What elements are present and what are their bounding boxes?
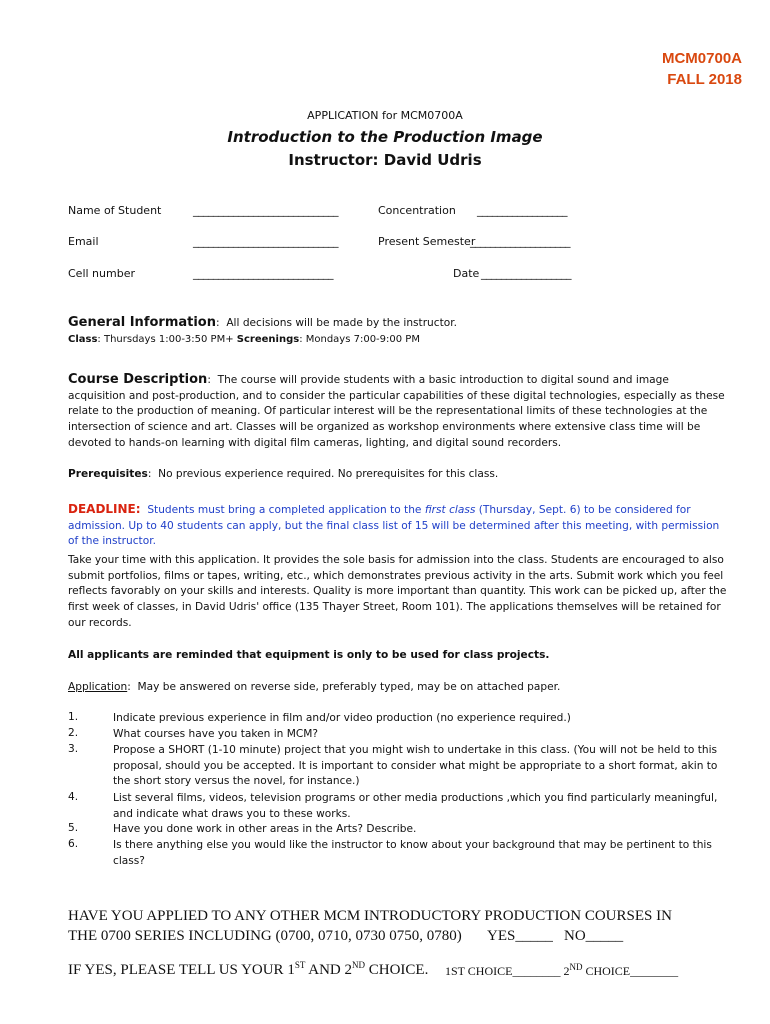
- class-label: Class: [68, 334, 98, 345]
- deadline-first-class: first class: [424, 504, 476, 516]
- application-label: Application: [68, 681, 128, 693]
- first-choice[interactable]: 1ST CHOICE________: [445, 964, 561, 978]
- general-info-heading: General Information: [68, 315, 216, 330]
- prerequisites-text: No previous experience required. No prerequisites for this class.: [158, 468, 499, 480]
- application-title: APPLICATION for MCM0700A: [307, 109, 463, 122]
- second-choice[interactable]: 2ND CHOICE________: [563, 962, 679, 978]
- other-courses-question-line1: HAVE YOU APPLIED TO ANY OTHER MCM INTRODUCTORY PRODUCTION COURSES IN: [68, 908, 672, 924]
- question-text: Is there anything else you would like the instructor to know about your background that may be pertinent to this class?: [113, 839, 712, 867]
- course-code: MCM0700A: [661, 50, 742, 67]
- question-text: Indicate previous experience in film and/or video production (no experience required.): [113, 712, 571, 724]
- question-number: 3.: [68, 743, 79, 755]
- present-semester-label: Present Semester: [378, 235, 476, 248]
- email-line[interactable]: _____________________________: [193, 235, 338, 248]
- screenings-label: Screenings: [236, 334, 300, 345]
- course-code-block: [662, 48, 742, 90]
- question-text: Propose a SHORT (1-10 minute) project that you might wish to undertake in this class. (You will not be held to this proposal, should you be accepted. It is important to consider what might be appropriate to a short format, akin to the short story versus the novel, for instance.): [113, 744, 718, 788]
- take-time-paragraph: Take your time with this application. It provides the sole basis for admission into the class. Students are encouraged to also submit portfolios, films or tapes, writing, etc., which demonstrates previous activity in the arts. Submit work which you feel reflects favorably on your skills and interests. Quality is more important than quantity. This work can be picked up, after the first week of classes, in David Udris' office (135 Thayer Street, Room 101). The applications themselves will be retained for our records.: [68, 554, 727, 629]
- choice-question: IF YES, PLEASE TELL US YOUR 1ST AND 2ND CHOICE.: [68, 960, 429, 978]
- other-courses-question-line2: THE 0700 SERIES INCLUDING (0700, 0710, 0730 0750, 0780): [68, 928, 462, 944]
- question-text: What courses have you taken in MCM?: [113, 728, 319, 740]
- date-label: Date: [453, 267, 480, 280]
- course-description-heading: Course Description: [68, 372, 208, 387]
- schedule: [68, 334, 420, 345]
- application-text: May be answered on reverse side, preferably typed, may be on attached paper.: [137, 681, 561, 693]
- course-description-text: The course will provide students with a basic introduction to digital sound and image acquisition and post-production, and to consider the particular capabilities of these digital technologies, especially as these relate to the production of meaning. Of particular interest will be the representational limits of these technologies at the intersection of science and art. Classes will be organized as workshop environments where extensive class time will be devoted to hands-on learning with digital film cameras, lighting, and digital sound recorders.: [68, 374, 725, 449]
- question-text: List several films, videos, television programs or other media productions ,which you find particularly meaningful, and indicate what draws you to these works.: [113, 792, 718, 820]
- course-title: Introduction to the Production Image: [227, 128, 543, 146]
- concentration-line[interactable]: __________________: [477, 204, 567, 217]
- no-option[interactable]: NO_____: [564, 928, 624, 944]
- prerequisites-label: Prerequisites: [68, 468, 148, 480]
- question-number: 4.: [68, 791, 79, 803]
- application-instructions: Application: May be answered on reverse side, preferably typed, may be on attached paper.: [68, 681, 561, 693]
- term: FALL 2018: [667, 71, 742, 88]
- question-text: Have you done work in other areas in the Arts? Describe.: [113, 823, 417, 835]
- instructor: Instructor: David Udris: [288, 151, 482, 169]
- question-number: 2.: [68, 727, 79, 739]
- question-number: 5.: [68, 822, 79, 834]
- concentration-label: Concentration: [378, 204, 456, 217]
- equipment-notice: All applicants are reminded that equipment is only to be used for class projects.: [68, 649, 550, 661]
- deadline-text-b: (Thursday, Sept. 6: [475, 504, 577, 516]
- deadline-text-a: Students must bring a completed application to the: [147, 504, 425, 516]
- question-number: 1.: [68, 711, 79, 723]
- deadline: DEADLINE: Students must bring a completed application to the first class (Thursday, Sept. 6) to be considered for admission. Up to 40 students can apply, but the final class list of 15 will be determined after this meeting, with permission of the instructor.: [68, 502, 720, 548]
- deadline-text-c: ) to be considered for admission. Up to 40 students can apply, but the final class list of 15 will be determined after this meeting, with permission of the instructor.: [68, 504, 720, 548]
- name-line[interactable]: _____________________________: [193, 204, 338, 217]
- cell-line[interactable]: ____________________________: [193, 267, 333, 280]
- choices[interactable]: [445, 962, 678, 979]
- date-line[interactable]: __________________: [481, 267, 571, 280]
- email-label: Email: [68, 235, 99, 248]
- class-text: : Thursdays 1:00-3:50 PM+: [97, 334, 237, 345]
- yes-option[interactable]: YES_____: [487, 928, 553, 944]
- course-description: Course Description: The course will provide students with a basic introduction to digital sound and image acquisition and post-production, and to consider the particular capabilities of these digital technologies, especially as these relate to the production of meaning. Of particular interest will be the representational limits of these technologies at the intersection of science and art. Classes will be organized as workshop environments where extensive class time will be devoted to hands-on learning with digital film cameras, lighting, and digital sound recorders.: [68, 372, 725, 449]
- general-info: General Information: All decisions will be made by the instructor.: [68, 315, 457, 330]
- screenings-text: : Mondays 7:00-9:00 PM: [299, 334, 420, 345]
- question-number: 6.: [68, 838, 79, 850]
- present-semester-line[interactable]: ____________________: [470, 235, 570, 248]
- cell-label: Cell number: [68, 267, 135, 280]
- deadline-label: DEADLINE: [68, 502, 136, 516]
- prerequisites: Prerequisites: No previous experience required. No prerequisites for this class.: [68, 468, 499, 480]
- name-label: Name of Student: [68, 204, 162, 217]
- general-info-text: All decisions will be made by the instructor.: [226, 317, 457, 329]
